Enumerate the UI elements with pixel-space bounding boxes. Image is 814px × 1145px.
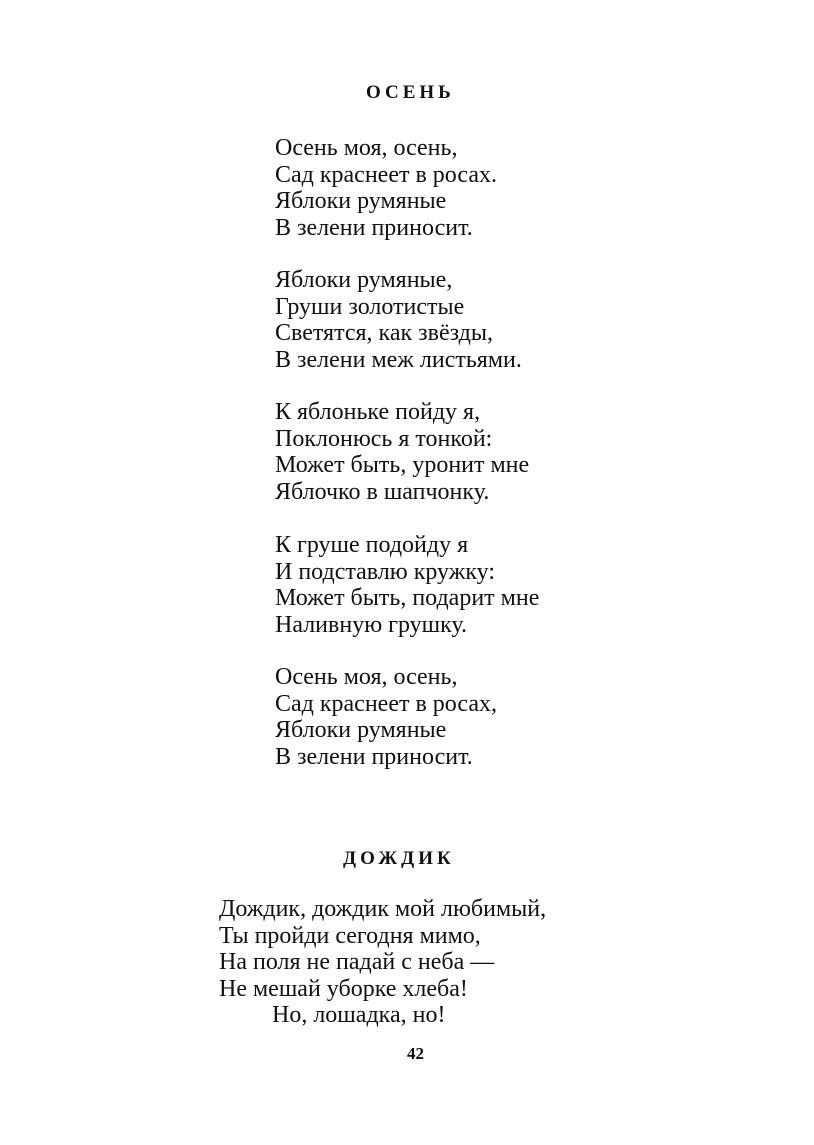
poem-line: Наливную грушку. — [275, 611, 468, 638]
poem-line: Дождик, дождик мой любимый, — [219, 896, 547, 922]
poem-line: Светятся, как звёзды, — [275, 320, 493, 346]
poem-line: К яблоньке пойду я, — [275, 399, 481, 425]
poem-line: В зелени приносит. — [275, 214, 473, 241]
poem-line: Яблоки румяные — [275, 717, 447, 743]
poem-stanza — [275, 267, 522, 373]
poem-line: Яблоки румяные, — [275, 267, 453, 293]
poem-line: Может быть, уронит мне — [275, 452, 530, 478]
poem-line: В зелени приносит. — [275, 743, 473, 770]
poem-line: Яблоки румяные — [275, 188, 447, 214]
poem-line: Ты пройди сегодня мимо, — [219, 922, 481, 949]
poem-stanza — [275, 399, 529, 505]
poem-title-dozhdik: ДОЖДИК — [343, 848, 455, 869]
poem-line: Осень моя, осень, — [275, 135, 458, 161]
poem-title-osen: ОСЕНЬ — [366, 82, 455, 103]
poem-line: Осень моя, осень, — [275, 664, 458, 690]
poem-line: Яблочко в шапчонку. — [275, 478, 490, 505]
poem-stanza — [275, 532, 539, 638]
poem-line: Может быть, подарит мне — [275, 585, 540, 611]
poem-line: К груше подойду я — [275, 532, 469, 558]
poem-line: Поклонюсь я тонкой: — [275, 425, 493, 452]
poem-line: Не мешай уборке хлеба! — [219, 975, 468, 1002]
poem-line: Сад краснеет в росах. — [275, 161, 497, 188]
poem-line: И подставлю кружку: — [275, 558, 495, 585]
poem-line: Сад краснеет в росах, — [275, 690, 497, 717]
poem-stanza — [275, 664, 497, 770]
page-number: 42 — [407, 1044, 424, 1063]
poem-line-refrain: Но, лошадка, но! — [272, 1002, 446, 1028]
poem-line: Груши золотистые — [275, 293, 465, 320]
poem-stanza — [219, 896, 546, 1029]
poem-line: В зелени меж листьями. — [275, 346, 522, 373]
poem-line: На поля не падай с неба — — [219, 949, 495, 975]
poem-stanza — [275, 135, 497, 241]
